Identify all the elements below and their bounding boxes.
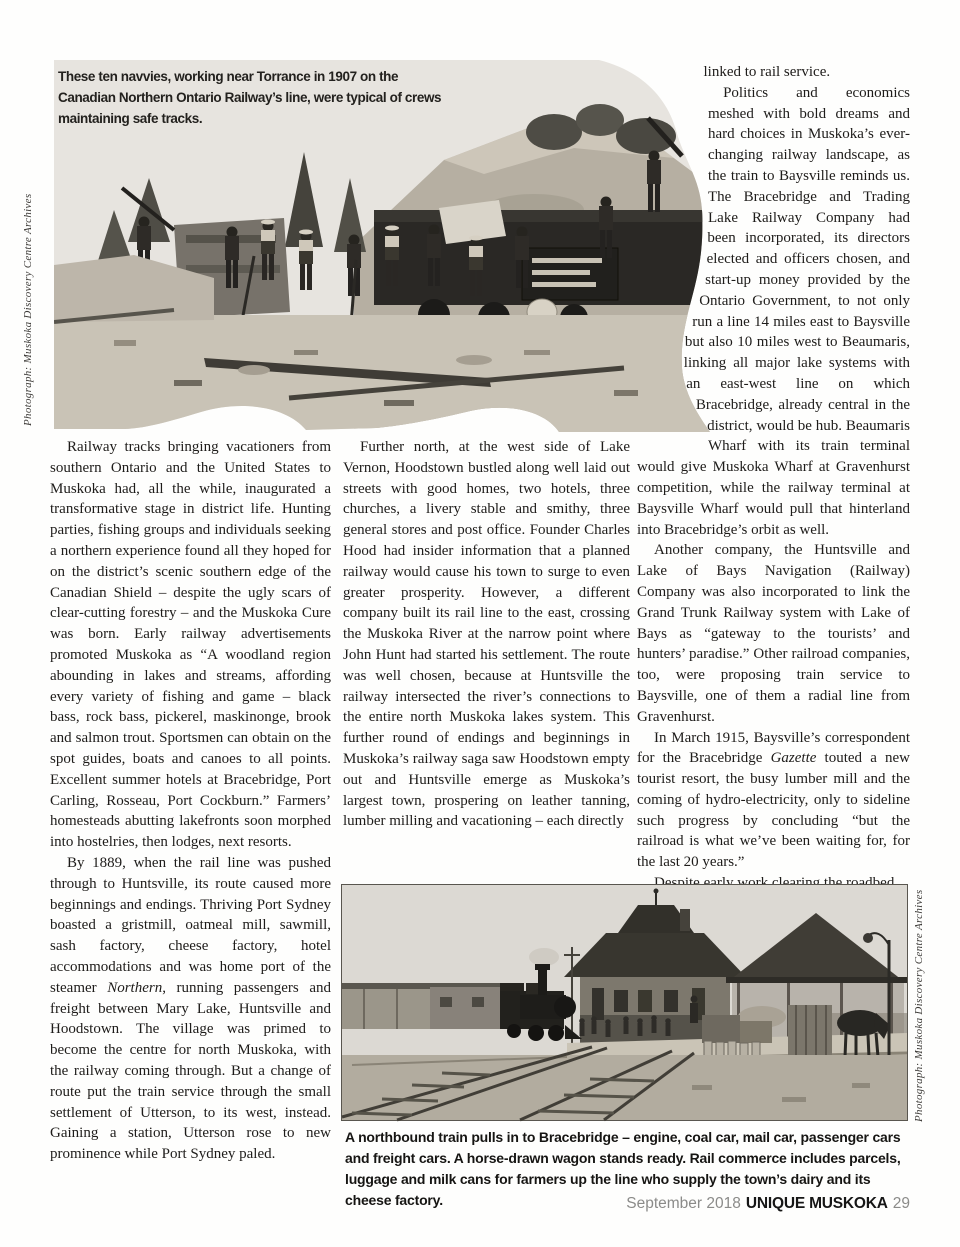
top-photo <box>54 60 710 432</box>
body-paragraph: Another company, the Huntsville and Lake of Bays Navigation (Railway) Company was also incorporated to link the Grand Trunk Railway system with Lake of Bays as “gateway to the tourists’ and hunters’ paradise.” Other railroad companies, too, were proposing train service to Baysville, one of them a radial line from Gravenhurst. <box>637 542 910 725</box>
footer-page-number: 29 <box>892 1195 910 1212</box>
bottom-photo-caption: A northbound train pulls in to Bracebridge – engine, coal car, mail car, passenger cars and freight cars. A horse-drawn wagon stands ready. Rail commerce includes parcels, luggage and milk cans for farmers up the line who supply the town’s dairy and its cheese factory. <box>345 1129 901 1208</box>
body-paragraph: Politics and economics meshed with bold dreams and hard choices in Muskoka’s ever-changing railway landscape, as the train to Baysville reminds us. The Bracebridge and Trading Lake Railway Company had been incorporated, its directors elected and officers chosen, and start-up money provided by the Ontario Government, to not only run a line 14 miles east to Baysville but also 10 miles west to Beaumaris, linking all major lake systems with an east-west line on which Bracebridge, already central in the district, would be hub. Beaumaris Wharf with its train terminal would give Muskoka Wharf at Gravenhurst competition, while the railway terminal at Baysville Wharf would pull that hinterland into Bracebridge’s orbit as well. <box>637 84 910 538</box>
top-photo-caption: These ten navvies, working near Torrance in 1907 on the Canadian Northern Ontario Railway’s line, were typical of crews maintaining safe tracks. <box>58 69 442 126</box>
column-middle <box>343 437 630 862</box>
column-left <box>50 437 331 1215</box>
tracks <box>342 1047 907 1120</box>
photo-credit-left: Photograph: Muskoka Discovery Centre Archives <box>22 193 34 426</box>
column-right <box>637 62 911 871</box>
body-paragraph: linked to rail service. <box>703 64 831 80</box>
footer-magazine-title: UNIQUE MUSKOKA <box>745 1195 888 1212</box>
photo-credit-right: Photograph: Muskoka Discovery Centre Archives <box>913 889 925 1122</box>
body-paragraph: Further north, at the west side of Lake Vernon, Hoodstown bustled along well laid out streets with good homes, two hotels, three churches, a livery stable and smithy, three general stores and post office. Founder Charles Hood had insider information that a planned railway would cause his town to surge to even greater prosperity. However, a different company built its rail line to the east, crossing the Muskoka River at the narrow point where John Hunt had started his settlement. The route was well chosen, because at Huntsville the railway intersected the river’s connections to the entire north Muskoka lakes system. This further round of endings and beginnings in Muskoka’s railway saga saw Hoodstown empty out and Huntsville emerge as Muskoka’s largest town, prospering on leather tanning, lumber milling and vacationing – each directly <box>343 439 630 830</box>
station-photo-scene <box>342 885 907 1120</box>
bottom-photo <box>341 884 908 1121</box>
footer-issue-date: September 2018 <box>626 1195 741 1212</box>
body-paragraph: By 1889, when the rail line was pushed through to Huntsville, its route caused more beginnings and endings. Thriving Port Sydney boasted a gristmill, oatmeal mill, sawmill, sash factory, cheese factory, hotel accommodations and was home port of the steamer Northern, running passengers and freight between Mary Lake, Huntsville and Hoodstown. The village was primed to become the centre for north Muskoka, with the railway coming through. But a change of route put the train service through the small settlement of Utterson, to its west, instead. Gaining a station, Utterson rose to new prominence while Port Sydney paled. <box>50 854 331 1163</box>
body-paragraph: In March 1915, Baysville’s correspondent for the Bracebridge Gazette touted a new tourist resort, the busy lumber mill and the coming of hydro-electricity, only to sideline such progress by concluding “but the railroad is what we’ve been waiting for, for the last 20 years.” <box>637 729 911 871</box>
page-footer <box>626 1195 910 1213</box>
body-paragraph: Railway tracks bringing vacationers from southern Ontario and the United States to Muskoka had, all the while, inaugurated a transformative stage in district life. Hunting parties, fishing groups and individuals seeking a northern experience found all they hoped for on the district’s scenic southern edge of the Canadian Shield – despite the ugly scars of clear-cutting forestry – and the Muskoka Cure was born. Early railway advertisements promoted Muskoka as “A woodland region abounding in lakes and streams, affording every variety of fishing and game – black bass, rock bass, pickerel, maskinonge, brook and salmon trout. Sportsmen can obtain on the spot guides, boats and canoes to all points. Excellent summer hotels at Bracebridge, Port Carling, Rosseau, Port Cockburn.” Farmers’ homesteads abutting lakefronts soon morphed into hostelries, then lodges, next resorts. <box>50 439 331 851</box>
